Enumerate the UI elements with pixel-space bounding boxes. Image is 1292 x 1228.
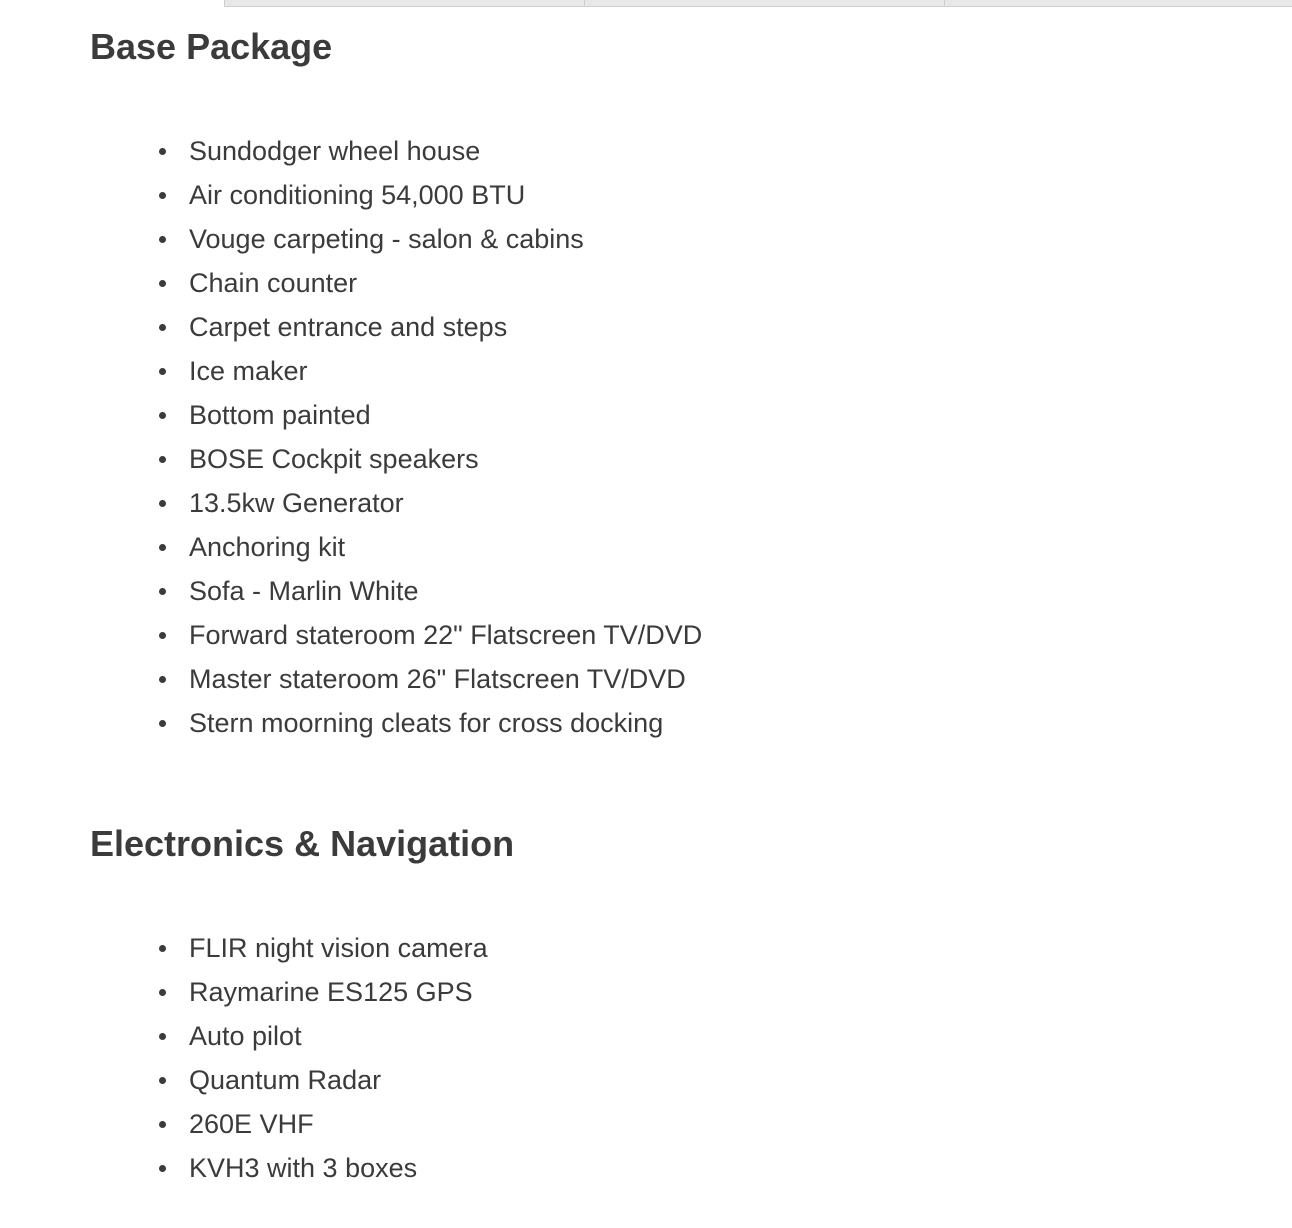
list-item-text: Stern moorning cleats for cross docking (189, 708, 664, 738)
bullet-icon (159, 412, 166, 419)
list-item-text: Auto pilot (189, 1021, 302, 1051)
list-item-text: Sofa - Marlin White (189, 576, 419, 606)
bullet-icon (159, 544, 166, 551)
list-item-text: Raymarine ES125 GPS (189, 977, 473, 1007)
list-item (189, 569, 1240, 613)
bullet-icon (159, 720, 166, 727)
list-item (189, 437, 1240, 481)
list-item-text: 13.5kw Generator (189, 488, 404, 518)
list-item (189, 1102, 1240, 1146)
tab-2[interactable] (224, 0, 584, 7)
bullet-icon (159, 148, 166, 155)
list-item-text: Ice maker (189, 356, 308, 386)
tab-3[interactable] (584, 0, 944, 7)
list-item (189, 481, 1240, 525)
list-item (189, 261, 1240, 305)
bullet-icon (159, 1165, 166, 1172)
bullet-icon (159, 280, 166, 287)
section-title-base-package: Base Package (90, 26, 333, 67)
list-item-text: Air conditioning 54,000 BTU (189, 180, 526, 210)
bullet-icon (159, 1121, 166, 1128)
bullet-icon (159, 588, 166, 595)
bullet-icon (159, 632, 166, 639)
list-item (189, 173, 1240, 217)
list-item (189, 1014, 1240, 1058)
list-item (189, 1058, 1240, 1102)
list-item-text: Carpet entrance and steps (189, 312, 508, 342)
list-item (189, 525, 1240, 569)
bullet-icon (159, 324, 166, 331)
list-item-text: BOSE Cockpit speakers (189, 444, 479, 474)
feature-list-electronics-navigation (90, 926, 1240, 1190)
list-item (189, 657, 1240, 701)
bullet-icon (159, 500, 166, 507)
list-item-text: KVH3 with 3 boxes (189, 1153, 418, 1183)
list-item (189, 129, 1240, 173)
list-item-text: 260E VHF (189, 1109, 314, 1139)
list-item-text: Forward stateroom 22" Flatscreen TV/DVD (189, 620, 703, 650)
feature-list-base-package (90, 129, 1240, 745)
list-item (189, 349, 1240, 393)
content-area (90, 20, 1240, 1190)
bullet-icon (159, 456, 166, 463)
bullet-icon (159, 1077, 166, 1084)
list-item-text: Bottom painted (189, 400, 371, 430)
bullet-icon (159, 945, 166, 952)
tab-strip (0, 0, 1292, 7)
list-item (189, 217, 1240, 261)
list-item (189, 970, 1240, 1014)
list-item-text: Quantum Radar (189, 1065, 382, 1095)
list-item-text: Chain counter (189, 268, 358, 298)
list-item-text: Master stateroom 26" Flatscreen TV/DVD (189, 664, 686, 694)
bullet-icon (159, 1033, 166, 1040)
list-item (189, 1146, 1240, 1190)
list-item-text: Anchoring kit (189, 532, 346, 562)
bullet-icon (159, 368, 166, 375)
list-item (189, 613, 1240, 657)
list-item (189, 393, 1240, 437)
list-item (189, 701, 1240, 745)
list-item-text: Vouge carpeting - salon & cabins (189, 224, 584, 254)
tab-1[interactable] (0, 0, 224, 7)
list-item (189, 926, 1240, 970)
section-title-electronics-navigation: Electronics & Navigation (90, 823, 515, 864)
bullet-icon (159, 676, 166, 683)
list-item (189, 305, 1240, 349)
list-item-text: FLIR night vision camera (189, 933, 488, 963)
tab-4[interactable] (944, 0, 1292, 7)
list-item-text: Sundodger wheel house (189, 136, 481, 166)
bullet-icon (159, 989, 166, 996)
bullet-icon (159, 192, 166, 199)
bullet-icon (159, 236, 166, 243)
